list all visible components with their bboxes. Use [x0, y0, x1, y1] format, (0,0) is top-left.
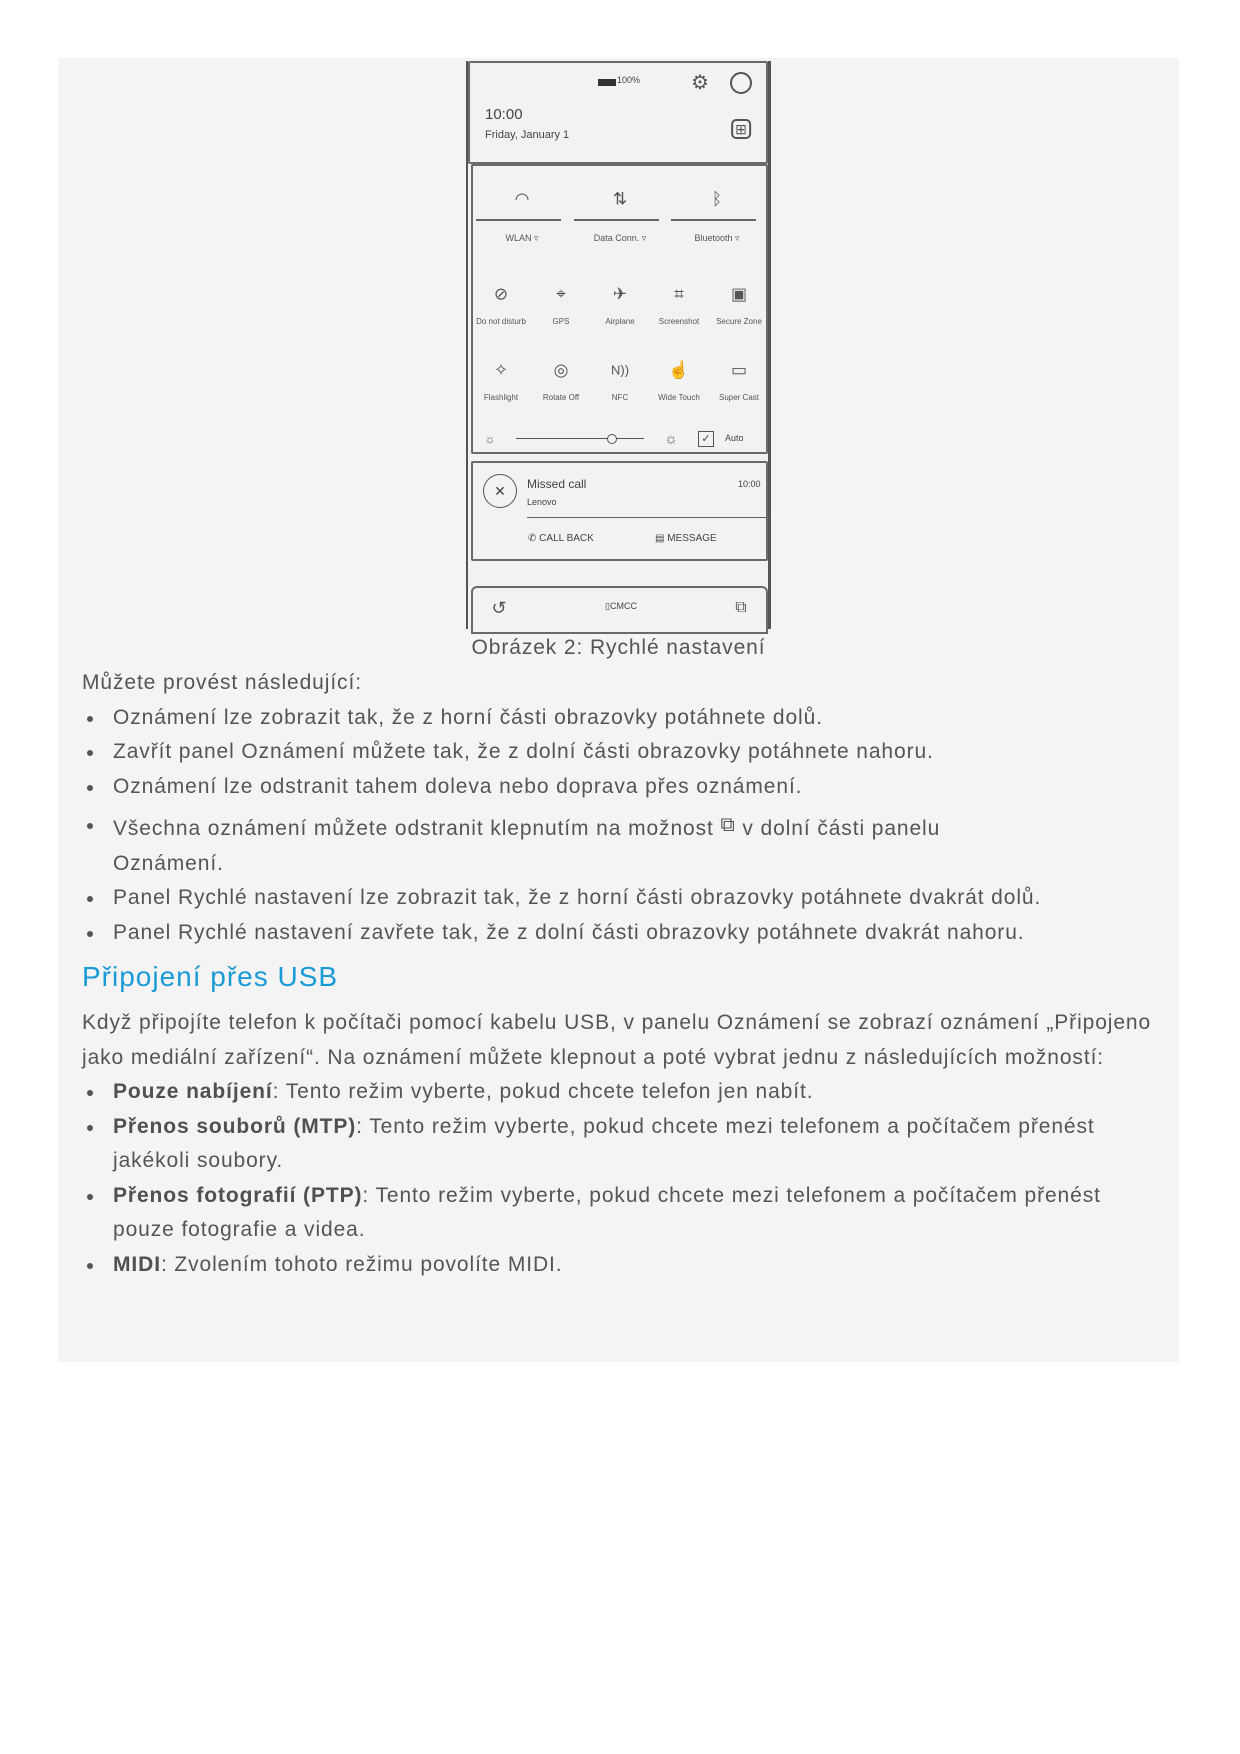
- tile-label: Rotate Off: [542, 393, 580, 402]
- carrier-label: ▯CMCC: [605, 601, 637, 611]
- clear-all-icon[interactable]: ⧉: [735, 599, 747, 616]
- carrier-name: CMCC: [609, 601, 637, 611]
- flashlight-icon[interactable]: ✧: [493, 360, 509, 380]
- usb-paragraph: Když připojíte telefon k počítači pomocí kabelu USB, v panelu Oznámení se zobrazí oznámení „Připojeno jako mediální zařízení“. Na oznámení můžete klepnout a poté vybrat jednu z následujících možností:: [82, 1011, 1152, 1069]
- list-item: Panel Rychlé nastavení lze zobrazit tak, že z horní části obrazovky potáhnete dvakrát dolů.: [82, 881, 1172, 916]
- phone-illustration: [466, 61, 771, 629]
- phone-icon: ✆: [528, 533, 540, 544]
- slider-thumb[interactable]: [607, 434, 617, 444]
- list-item-midi: [82, 1248, 1152, 1283]
- list-item: Zavřít panel Oznámení můžete tak, že z dolní části obrazovky potáhnete nahoru.: [82, 735, 1172, 770]
- battery-icon: [598, 79, 616, 86]
- option-text: : Tento režim vyberte, pokud chcete mezi telefonem a počítačem přenést jakékoli soubory.: [113, 1114, 1095, 1172]
- toggle-data[interactable]: Data Conn. ▿: [593, 233, 647, 243]
- list-text: v dolní části panelu: [742, 817, 941, 840]
- data-transfer-icon[interactable]: ⇅: [612, 189, 628, 209]
- toggle-bluetooth[interactable]: Bluetooth ▿: [694, 233, 740, 243]
- divider: [574, 219, 659, 221]
- brightness-low-icon: ☼: [484, 432, 496, 446]
- toggle-label: Data Conn.: [593, 233, 640, 243]
- option-term: MIDI: [113, 1252, 161, 1276]
- list-text: Oznámení.: [113, 851, 224, 875]
- usb-options-list: [82, 1075, 1152, 1282]
- option-term: Pouze nabíjení: [113, 1080, 273, 1103]
- notification-title: Missed call: [527, 477, 587, 491]
- notification-time: 10:00: [738, 479, 761, 489]
- brightness-high-icon: ☼: [664, 430, 678, 448]
- screenshot-icon[interactable]: ⌗: [674, 284, 684, 304]
- list-item-mtp: [82, 1110, 1152, 1179]
- wide-touch-icon[interactable]: ☝: [668, 360, 690, 380]
- history-icon[interactable]: ↺: [491, 598, 507, 618]
- tile-label: Do not disturb: [476, 317, 526, 326]
- airplane-icon[interactable]: ✈: [612, 284, 628, 304]
- option-term: Přenos souborů (MTP): [113, 1114, 357, 1138]
- option-text: : Zvolením tohoto režimu povolíte MIDI.: [160, 1252, 563, 1276]
- auto-checkbox[interactable]: ✓: [698, 431, 714, 447]
- notification-subtitle: Lenovo: [527, 497, 557, 507]
- missed-call-notification[interactable]: [471, 461, 768, 561]
- option-text: : Tento režim vyberte, pokud chcete telefon jen nabít.: [272, 1080, 814, 1103]
- secure-zone-icon[interactable]: ▣: [730, 284, 748, 304]
- tile-label: NFC: [611, 393, 629, 402]
- tile-label: Flashlight: [483, 393, 519, 402]
- toggle-label: Bluetooth: [694, 233, 733, 243]
- tile-label: Wide Touch: [658, 393, 700, 402]
- divider: [476, 219, 561, 221]
- gps-icon[interactable]: ⌖: [556, 284, 566, 304]
- clock-time: 10:00: [485, 106, 523, 123]
- tile-label: Secure Zone: [716, 317, 762, 326]
- message-label: MESSAGE: [667, 533, 717, 544]
- bluetooth-icon[interactable]: ᛒ: [711, 189, 723, 209]
- nfc-icon[interactable]: N)): [610, 362, 630, 378]
- tile-label: Screenshot: [658, 317, 700, 326]
- clock-date: Friday, January 1: [485, 129, 570, 141]
- tile-label: Super Cast: [718, 393, 760, 402]
- tile-label: GPS: [552, 317, 570, 326]
- list-item: Oznámení lze zobrazit tak, že z horní části obrazovky potáhnete dolů.: [82, 701, 1172, 736]
- option-term: Přenos fotografií (PTP): [113, 1183, 363, 1207]
- missed-call-icon: ✕: [483, 474, 517, 508]
- rotate-lock-icon[interactable]: ◎: [553, 360, 569, 380]
- quick-settings-section: [82, 666, 1172, 950]
- list-item: Panel Rychlé nastavení zavřete tak, že z dolní části obrazovky potáhnete dvakrát nahoru.: [82, 916, 1172, 951]
- cast-icon[interactable]: ▭: [730, 360, 748, 380]
- list-item-ptp: [82, 1179, 1152, 1248]
- list-item: Oznámení lze odstranit tahem doleva nebo doprava přes oznámení.: [82, 770, 1172, 805]
- clear-all-icon: ⧉: [720, 814, 736, 836]
- apps-grid-icon[interactable]: ⊞: [731, 119, 751, 139]
- list-item: [82, 808, 1172, 881]
- do-not-disturb-icon[interactable]: ⊘: [493, 284, 509, 304]
- gear-icon[interactable]: ⚙: [691, 72, 709, 94]
- list-item-charge-only: [82, 1075, 1152, 1110]
- divider: [671, 219, 756, 221]
- message-icon: ▤: [655, 533, 668, 544]
- call-back-label: CALL BACK: [539, 533, 594, 544]
- option-text: : Tento režim vyberte, pokud chcete mezi telefonem a počítačem přenést pouze fotografie a videa.: [113, 1183, 1101, 1241]
- usb-section: [82, 1006, 1152, 1282]
- wifi-icon[interactable]: ◠: [514, 189, 530, 209]
- auto-label: Auto: [725, 433, 744, 443]
- message-button[interactable]: [655, 533, 717, 544]
- section-heading: Připojení přes USB: [82, 961, 339, 992]
- intro-text: Můžete provést následující:: [82, 671, 362, 694]
- list-text: Všechna oznámení můžete odstranit klepnutím na možnost: [113, 817, 714, 840]
- battery-level: 100%: [617, 75, 641, 85]
- toggle-label: WLAN: [505, 233, 532, 243]
- divider: [527, 517, 770, 518]
- bullet-list: [82, 701, 1172, 951]
- brightness-slider[interactable]: [516, 438, 644, 439]
- account-icon[interactable]: [730, 72, 752, 94]
- call-back-button[interactable]: [528, 533, 594, 544]
- figure-caption: Obrázek 2: Rychlé nastavení: [471, 636, 766, 659]
- toggle-wlan[interactable]: WLAN ▿: [505, 233, 539, 243]
- tile-label: Airplane: [605, 317, 635, 326]
